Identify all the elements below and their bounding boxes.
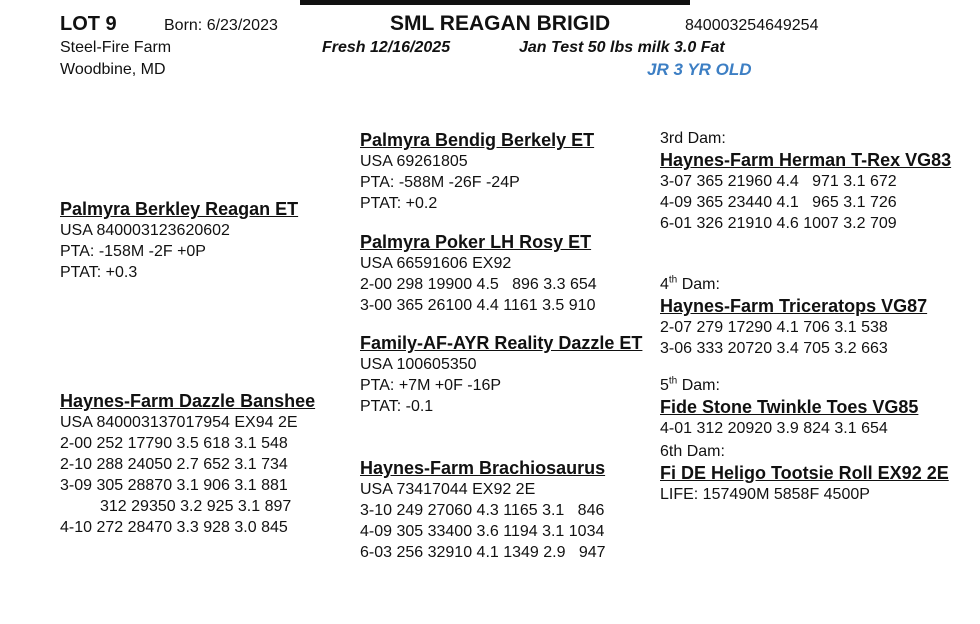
fifth-dam-line: 4-01 312 20920 3.9 824 3.1 654: [660, 420, 888, 437]
sire-dam-line: 2-00 298 19900 4.5 896 3.3 654: [360, 276, 597, 293]
third-dam-label: 3rd Dam:: [660, 130, 726, 147]
sire-line: USA 840003123620602: [60, 222, 230, 239]
sire-dam-block: [360, 231, 597, 316]
top-cutoff-bar: [300, 0, 690, 5]
fifth-dam-label-num: 5: [660, 377, 669, 394]
fourth-dam-line: 2-07 279 17290 4.1 706 3.1 538: [660, 319, 888, 336]
dam-line: 3-09 305 28870 3.1 906 3.1 881: [60, 477, 288, 494]
dam-line: USA 840003137017954 EX94 2E: [60, 414, 298, 431]
fifth-dam-block: [660, 375, 918, 439]
dam-dam-line: 3-10 249 27060 4.3 1165 3.1 846: [360, 502, 605, 519]
test-result: Jan Test 50 lbs milk 3.0 Fat: [519, 39, 725, 56]
class-label: JR 3 YR OLD: [647, 60, 752, 79]
dam-dam-name: Haynes-Farm Brachiosaurus: [360, 458, 606, 478]
fourth-dam-label-rest: Dam:: [677, 276, 720, 293]
dam-dam-line: USA 73417044 EX92 2E: [360, 481, 536, 498]
fourth-dam-name: Haynes-Farm Triceratops VG87: [660, 296, 928, 316]
fifth-dam-name: Fide Stone Twinkle Toes VG85: [660, 397, 919, 417]
sire-sire-line: USA 69261805: [360, 153, 468, 170]
dam-sire-line: PTA: +7M +0F -16P: [360, 377, 502, 394]
farm-name: Steel-Fire Farm: [60, 39, 172, 56]
third-dam-block: [660, 128, 960, 234]
sixth-dam-label: 6th Dam:: [660, 443, 725, 460]
sire-dam-line: USA 66591606 EX92: [360, 255, 512, 272]
sire-sire-line: PTAT: +0.2: [360, 195, 438, 212]
sire-name: Palmyra Berkley Reagan ET: [60, 199, 299, 219]
fifth-dam-label-rest: Dam:: [677, 377, 720, 394]
lot-number: LOT 9: [60, 13, 117, 35]
dam-sire-line: PTAT: -0.1: [360, 398, 434, 415]
animal-name: SML REAGAN BRIGID: [390, 12, 611, 35]
dam-line: 2-10 288 24050 2.7 652 3.1 734: [60, 456, 288, 473]
dam-dam-line: 6-03 256 32910 4.1 1349 2.9 947: [360, 544, 606, 561]
third-dam-line: 6-01 326 21910 4.6 1007 3.2 709: [660, 215, 897, 232]
sire-block: [60, 198, 298, 283]
fresh-date: Fresh 12/16/2025: [322, 39, 451, 56]
dam-sire-name: Family-AF-AYR Reality Dazzle ET: [360, 333, 643, 353]
dam-line: 2-00 252 17790 3.5 618 3.1 548: [60, 435, 288, 452]
dam-sire-block: [360, 332, 652, 417]
dam-block: [60, 390, 315, 538]
fourth-dam-label: [660, 274, 927, 295]
dam-dam-block: [360, 457, 606, 563]
fourth-dam-line: 3-06 333 20720 3.4 705 3.2 663: [660, 340, 888, 357]
dam-dam-line: 4-09 305 33400 3.6 1194 3.1 1034: [360, 523, 605, 540]
sire-line: PTAT: +0.3: [60, 264, 138, 281]
animal-id: 840003254649254: [685, 17, 819, 34]
sixth-dam-name: Fi DE Heligo Tootsie Roll EX92 2E: [660, 463, 949, 483]
third-dam-line: 4-09 365 23440 4.1 965 3.1 726: [660, 194, 897, 211]
third-dam-name: Haynes-Farm Herman T-Rex VG83: [660, 150, 952, 170]
fifth-dam-label: [660, 375, 918, 396]
sixth-dam-block: [660, 441, 960, 505]
sire-dam-line: 3-00 365 26100 4.4 1161 3.5 910: [360, 297, 596, 314]
dam-line: 312 29350 3.2 925 3.1 897: [100, 498, 292, 515]
sire-line: PTA: -158M -2F +0P: [60, 243, 206, 260]
fifth-dam-label-sup: th: [668, 375, 678, 387]
fourth-dam-label-num: 4: [660, 276, 669, 293]
fourth-dam-label-sup: th: [668, 274, 678, 286]
fourth-dam-block: [660, 274, 927, 359]
third-dam-line: 3-07 365 21960 4.4 971 3.1 672: [660, 173, 897, 190]
farm-location: Woodbine, MD: [60, 61, 166, 78]
born-date: Born: 6/23/2023: [164, 17, 278, 34]
dam-name: Haynes-Farm Dazzle Banshee: [60, 391, 316, 411]
sire-dam-name: Palmyra Poker LH Rosy ET: [360, 232, 592, 252]
sire-sire-block: [360, 129, 594, 214]
sixth-dam-line: LIFE: 157490M 5858F 4500P: [660, 486, 870, 503]
sire-sire-name: Palmyra Bendig Berkely ET: [360, 130, 595, 150]
dam-line: 4-10 272 28470 3.3 928 3.0 845: [60, 519, 288, 536]
dam-sire-line: USA 100605350: [360, 356, 477, 373]
sire-sire-line: PTA: -588M -26F -24P: [360, 174, 520, 191]
